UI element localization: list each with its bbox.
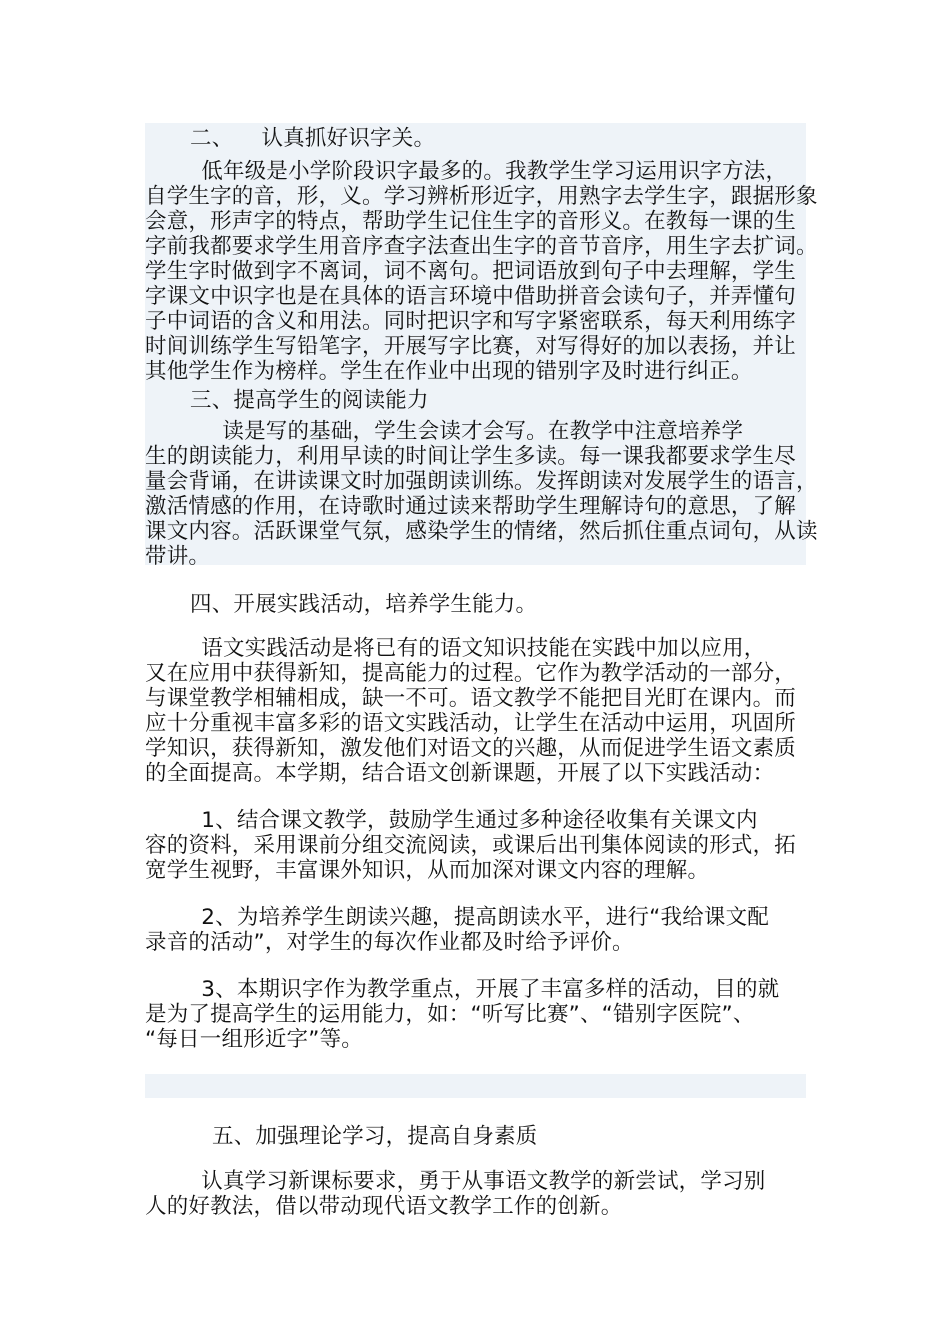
paragraph-line: 量会背诵，在讲读课文时加强朗读训练。发挥朗读对发展学生的语言， [145, 469, 818, 494]
paragraph-line: 学知识，获得新知，激发他们对语文的兴趣，从而促进学生语文素质 [145, 736, 797, 761]
paragraph-line: 子中词语的含义和用法。同时把识字和写字紧密联系，每天利用练字 [145, 309, 797, 334]
list-item-line: “每日一组形近字”等。 [145, 1027, 363, 1052]
paragraph-line: 低年级是小学阶段识字最多的。我教学生学习运用识字方法， [145, 159, 788, 184]
paragraph-line: 又在应用中获得新知，提高能力的过程。它作为教学活动的一部分， [145, 661, 797, 686]
paragraph-line: 时间训练学生写铅笔字，开展写字比赛，对写得好的加以表扬，并让 [145, 334, 797, 359]
list-item-line: 录音的活动”，对学生的每次作业都及时给予评价。 [145, 930, 634, 955]
paragraph-line: 自学生字的音，形，义。学习辨析形近字，用熟字去学生字，跟据形象 [145, 184, 818, 209]
paragraph-line: 学生字时做到字不离词，词不离句。把词语放到句子中去理解，学生 [145, 259, 797, 284]
blank-highlight-bar [145, 1074, 806, 1098]
paragraph-line: 字前我都要求学生用音序查字法查出生字的音节音序，用生字去扩词。 [145, 234, 818, 259]
list-item-line: 是为了提高学生的运用能力，如：“听写比赛”、“错别字医院”、 [145, 1002, 755, 1027]
paragraph-line: 的全面提高。本学期，结合语文创新课题，开展了以下实践活动： [145, 761, 775, 786]
paragraph-line: 带讲。 [145, 544, 211, 569]
paragraph-line: 认真学习新课标要求，勇于从事语文教学的新尝试，学习别 [145, 1169, 766, 1194]
list-item-line: 3、本期识字作为教学重点，开展了丰富多样的活动，目的就 [145, 977, 780, 1002]
paragraph-line: 应十分重视丰富多彩的语文实践活动，让学生在活动中运用，巩固所 [145, 711, 797, 736]
paragraph-line: 与课堂教学相辅相成，缺一不可。语文教学不能把目光盯在课内。而 [145, 686, 797, 711]
section-heading-3: 三、提高学生的阅读能力 [190, 388, 429, 413]
section-heading-4: 四、开展实践活动，培养学生能力。 [190, 592, 538, 617]
list-item-line: 1、结合课文教学，鼓励学生通过多种途径收集有关课文内 [145, 808, 758, 833]
paragraph-line: 生的朗读能力，利用早读的时间让学生多读。每一课我都要求学生尽 [145, 444, 797, 469]
list-item-line: 宽学生视野，丰富课外知识，从而加深对课文内容的理解。 [145, 858, 710, 883]
paragraph-line: 语文实践活动是将已有的语文知识技能在实践中加以应用， [145, 636, 766, 661]
section-heading-2: 二、 认真抓好识字关。 [190, 126, 436, 151]
paragraph-line: 人的好教法，借以带动现代语文教学工作的创新。 [145, 1194, 623, 1219]
paragraph-line: 会意，形声字的特点，帮助学生记住生字的音形义。在教每一课的生 [145, 209, 797, 234]
paragraph-line: 字课文中识字也是在具体的语言环境中借助拼音会读句子，并弄懂句 [145, 284, 797, 309]
paragraph-line: 其他学生作为榜样。学生在作业中出现的错别字及时进行纠正。 [145, 359, 753, 384]
list-item-line: 容的资料，采用课前分组交流阅读，或课后出刊集体阅读的形式，拓 [145, 833, 797, 858]
paragraph-line: 读是写的基础，学生会读才会写。在教学中注意培养学 [145, 419, 744, 444]
paragraph-line: 激活情感的作用，在诗歌时通过读来帮助学生理解诗句的意思，了解 [145, 494, 797, 519]
paragraph-line: 课文内容。活跃课堂气氛，感染学生的情绪，然后抓住重点词句，从读 [145, 519, 818, 544]
section-heading-5: 五、加强理论学习，提高自身素质 [212, 1124, 538, 1149]
list-item-line: 2、为培养学生朗读兴趣，提高朗读水平，进行“我给课文配 [145, 905, 769, 930]
